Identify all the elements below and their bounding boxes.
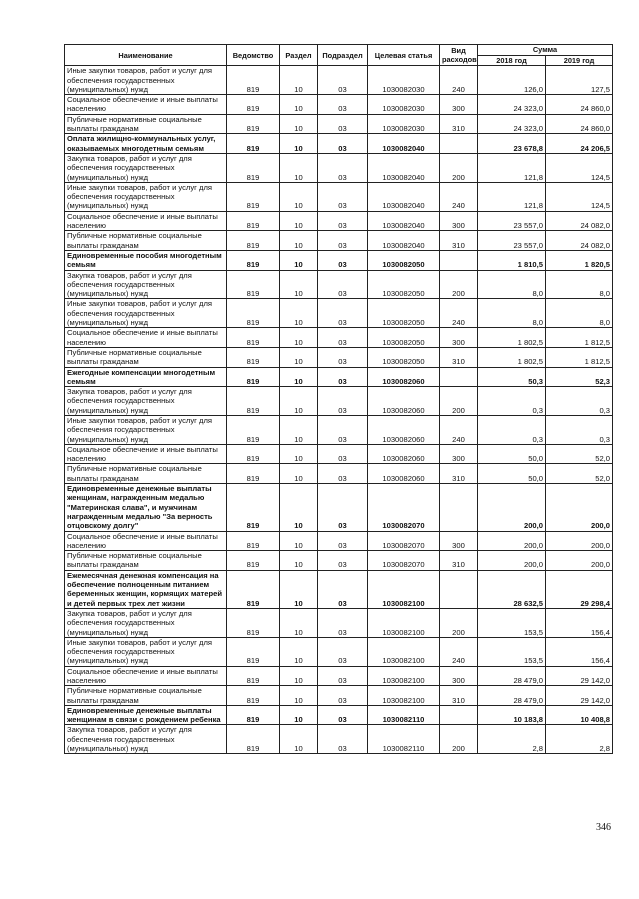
cell-sum-2018: 1 802,5 <box>478 347 546 367</box>
cell-podrazdel: 03 <box>318 114 368 134</box>
cell-target: 1030082100 <box>368 637 440 666</box>
cell-podrazdel: 03 <box>318 299 368 328</box>
cell-vid: 240 <box>440 182 478 211</box>
cell-sum-2018: 28 632,5 <box>478 570 546 608</box>
table-row <box>65 608 613 637</box>
cell-vid: 200 <box>440 270 478 299</box>
cell-name: Закупка товаров, работ и услуг для обеспечения государственных (муниципальных) нужд <box>65 270 227 299</box>
cell-podrazdel: 03 <box>318 531 368 551</box>
cell-name: Публичные нормативные социальные выплаты гражданам <box>65 114 227 134</box>
cell-razdel: 10 <box>280 211 318 231</box>
table-row <box>65 464 613 484</box>
cell-target: 1030082070 <box>368 551 440 571</box>
cell-podrazdel: 03 <box>318 570 368 608</box>
cell-sum-2018: 24 323,0 <box>478 114 546 134</box>
cell-vedomstvo: 819 <box>227 134 280 154</box>
cell-name: Закупка товаров, работ и услуг для обеспечения государственных (муниципальных) нужд <box>65 608 227 637</box>
budget-table <box>64 44 613 754</box>
cell-target: 1030082110 <box>368 705 440 725</box>
cell-name: Закупка товаров, работ и услуг для обеспечения государственных (муниципальных) нужд <box>65 387 227 416</box>
cell-razdel: 10 <box>280 114 318 134</box>
cell-sum-2018: 50,0 <box>478 464 546 484</box>
cell-vedomstvo: 819 <box>227 270 280 299</box>
cell-sum-2018: 8,0 <box>478 299 546 328</box>
cell-vedomstvo: 819 <box>227 367 280 387</box>
cell-vedomstvo: 819 <box>227 637 280 666</box>
cell-vid: 240 <box>440 637 478 666</box>
table-row <box>65 444 613 464</box>
cell-vedomstvo: 819 <box>227 153 280 182</box>
cell-sum-2019: 8,0 <box>546 270 613 299</box>
cell-name: Закупка товаров, работ и услуг для обеспечения государственных (муниципальных) нужд <box>65 725 227 754</box>
cell-sum-2019: 1 812,5 <box>546 328 613 348</box>
cell-vid: 300 <box>440 95 478 115</box>
cell-vedomstvo: 819 <box>227 250 280 270</box>
cell-vedomstvo: 819 <box>227 347 280 367</box>
cell-sum-2018: 126,0 <box>478 66 546 95</box>
cell-sum-2018: 2,8 <box>478 725 546 754</box>
cell-sum-2019: 1 812,5 <box>546 347 613 367</box>
cell-sum-2018: 50,3 <box>478 367 546 387</box>
cell-sum-2018: 50,0 <box>478 444 546 464</box>
cell-razdel: 10 <box>280 66 318 95</box>
cell-podrazdel: 03 <box>318 182 368 211</box>
cell-sum-2018: 1 802,5 <box>478 328 546 348</box>
cell-name: Социальное обеспечение и иные выплаты населению <box>65 328 227 348</box>
cell-vedomstvo: 819 <box>227 570 280 608</box>
cell-sum-2018: 153,5 <box>478 637 546 666</box>
cell-vid: 300 <box>440 328 478 348</box>
cell-razdel: 10 <box>280 347 318 367</box>
cell-target: 1030082070 <box>368 531 440 551</box>
cell-podrazdel: 03 <box>318 387 368 416</box>
cell-sum-2018: 0,3 <box>478 415 546 444</box>
cell-razdel: 10 <box>280 95 318 115</box>
cell-sum-2019: 24 206,5 <box>546 134 613 154</box>
cell-vid: 200 <box>440 725 478 754</box>
table-row <box>65 666 613 686</box>
cell-vid: 310 <box>440 464 478 484</box>
table-row <box>65 182 613 211</box>
cell-sum-2018: 10 183,8 <box>478 705 546 725</box>
cell-razdel: 10 <box>280 666 318 686</box>
cell-vid: 310 <box>440 686 478 706</box>
cell-vedomstvo: 819 <box>227 95 280 115</box>
table-row <box>65 211 613 231</box>
cell-vid <box>440 484 478 531</box>
cell-vid: 310 <box>440 231 478 251</box>
cell-vedomstvo: 819 <box>227 464 280 484</box>
cell-target: 1030082100 <box>368 686 440 706</box>
cell-sum-2019: 200,0 <box>546 531 613 551</box>
cell-sum-2019: 24 082,0 <box>546 211 613 231</box>
cell-vid: 310 <box>440 551 478 571</box>
cell-target: 1030082040 <box>368 231 440 251</box>
cell-razdel: 10 <box>280 415 318 444</box>
header-target: Целевая статья <box>368 45 440 66</box>
cell-podrazdel: 03 <box>318 211 368 231</box>
cell-razdel: 10 <box>280 464 318 484</box>
header-year-2018: 2018 год <box>478 56 546 66</box>
cell-razdel: 10 <box>280 637 318 666</box>
cell-podrazdel: 03 <box>318 270 368 299</box>
cell-sum-2018: 200,0 <box>478 551 546 571</box>
cell-vid: 310 <box>440 347 478 367</box>
cell-vedomstvo: 819 <box>227 66 280 95</box>
header-summa: Сумма <box>478 45 613 56</box>
cell-vid: 300 <box>440 211 478 231</box>
table-row <box>65 705 613 725</box>
cell-sum-2019: 29 298,4 <box>546 570 613 608</box>
cell-podrazdel: 03 <box>318 153 368 182</box>
cell-sum-2018: 28 479,0 <box>478 666 546 686</box>
cell-podrazdel: 03 <box>318 415 368 444</box>
cell-sum-2018: 23 678,8 <box>478 134 546 154</box>
cell-podrazdel: 03 <box>318 250 368 270</box>
cell-podrazdel: 03 <box>318 347 368 367</box>
cell-sum-2019: 200,0 <box>546 484 613 531</box>
cell-vid <box>440 134 478 154</box>
cell-target: 1030082040 <box>368 134 440 154</box>
header-name: Наименование <box>65 45 227 66</box>
cell-name: Публичные нормативные социальные выплаты гражданам <box>65 231 227 251</box>
cell-target: 1030082060 <box>368 464 440 484</box>
cell-name: Иные закупки товаров, работ и услуг для обеспечения государственных (муниципальных) нужд <box>65 415 227 444</box>
cell-vid <box>440 570 478 608</box>
cell-target: 1030082100 <box>368 608 440 637</box>
cell-vid <box>440 705 478 725</box>
header-podrazdel: Подраздел <box>318 45 368 66</box>
cell-vid: 240 <box>440 66 478 95</box>
cell-sum-2019: 24 860,0 <box>546 95 613 115</box>
cell-vid: 310 <box>440 114 478 134</box>
cell-razdel: 10 <box>280 686 318 706</box>
cell-name: Оплата жилищно-коммунальных услуг, оказываемых многодетным семьям <box>65 134 227 154</box>
cell-sum-2019: 200,0 <box>546 551 613 571</box>
cell-target: 1030082060 <box>368 444 440 464</box>
cell-name: Ежемесячная денежная компенсация на обеспечение полноценным питанием беременных женщин, кормящих матерей и детей первых трех лет жизни <box>65 570 227 608</box>
cell-podrazdel: 03 <box>318 464 368 484</box>
cell-target: 1030082050 <box>368 270 440 299</box>
cell-target: 1030082070 <box>368 484 440 531</box>
cell-target: 1030082100 <box>368 666 440 686</box>
cell-podrazdel: 03 <box>318 328 368 348</box>
table-row <box>65 328 613 348</box>
cell-name: Закупка товаров, работ и услуг для обеспечения государственных (муниципальных) нужд <box>65 153 227 182</box>
cell-razdel: 10 <box>280 725 318 754</box>
cell-target: 1030082060 <box>368 387 440 416</box>
table-body <box>65 66 613 754</box>
cell-sum-2019: 52,0 <box>546 464 613 484</box>
cell-sum-2019: 24 860,0 <box>546 114 613 134</box>
cell-vedomstvo: 819 <box>227 686 280 706</box>
cell-sum-2019: 24 082,0 <box>546 231 613 251</box>
cell-sum-2018: 200,0 <box>478 531 546 551</box>
cell-sum-2018: 153,5 <box>478 608 546 637</box>
cell-razdel: 10 <box>280 231 318 251</box>
cell-sum-2019: 156,4 <box>546 637 613 666</box>
cell-name: Социальное обеспечение и иные выплаты населению <box>65 531 227 551</box>
cell-podrazdel: 03 <box>318 686 368 706</box>
table-row <box>65 347 613 367</box>
table-row <box>65 153 613 182</box>
cell-name: Единовременные пособия многодетным семьям <box>65 250 227 270</box>
cell-sum-2019: 8,0 <box>546 299 613 328</box>
table-row <box>65 367 613 387</box>
cell-razdel: 10 <box>280 134 318 154</box>
cell-target: 1030082040 <box>368 211 440 231</box>
cell-target: 1030082100 <box>368 570 440 608</box>
header-vedomstvo: Ведомство <box>227 45 280 66</box>
cell-vid: 300 <box>440 666 478 686</box>
cell-name: Иные закупки товаров, работ и услуг для обеспечения государственных (муниципальных) нужд <box>65 637 227 666</box>
cell-name: Социальное обеспечение и иные выплаты населению <box>65 211 227 231</box>
page-number: 346 <box>596 822 611 833</box>
cell-podrazdel: 03 <box>318 551 368 571</box>
cell-podrazdel: 03 <box>318 444 368 464</box>
cell-sum-2019: 124,5 <box>546 182 613 211</box>
cell-sum-2019: 156,4 <box>546 608 613 637</box>
table-row <box>65 637 613 666</box>
cell-podrazdel: 03 <box>318 705 368 725</box>
cell-sum-2019: 0,3 <box>546 415 613 444</box>
header-razdel: Раздел <box>280 45 318 66</box>
table-row <box>65 231 613 251</box>
cell-target: 1030082040 <box>368 182 440 211</box>
cell-podrazdel: 03 <box>318 725 368 754</box>
cell-vid: 200 <box>440 153 478 182</box>
table-row <box>65 725 613 754</box>
cell-podrazdel: 03 <box>318 608 368 637</box>
cell-name: Иные закупки товаров, работ и услуг для обеспечения государственных (муниципальных) нужд <box>65 66 227 95</box>
cell-sum-2018: 121,8 <box>478 153 546 182</box>
cell-name: Социальное обеспечение и иные выплаты населению <box>65 666 227 686</box>
cell-razdel: 10 <box>280 299 318 328</box>
cell-sum-2019: 127,5 <box>546 66 613 95</box>
cell-vedomstvo: 819 <box>227 666 280 686</box>
table-row <box>65 250 613 270</box>
cell-razdel: 10 <box>280 551 318 571</box>
cell-razdel: 10 <box>280 328 318 348</box>
cell-razdel: 10 <box>280 570 318 608</box>
cell-target: 1030082050 <box>368 299 440 328</box>
cell-podrazdel: 03 <box>318 134 368 154</box>
cell-name: Публичные нормативные социальные выплаты гражданам <box>65 464 227 484</box>
budget-table-container <box>64 44 612 754</box>
cell-target: 1030082040 <box>368 153 440 182</box>
cell-razdel: 10 <box>280 182 318 211</box>
cell-vedomstvo: 819 <box>227 328 280 348</box>
cell-sum-2018: 24 323,0 <box>478 95 546 115</box>
cell-podrazdel: 03 <box>318 637 368 666</box>
cell-vid: 300 <box>440 531 478 551</box>
cell-sum-2019: 52,0 <box>546 444 613 464</box>
cell-vedomstvo: 819 <box>227 551 280 571</box>
cell-name: Социальное обеспечение и иные выплаты населению <box>65 444 227 464</box>
cell-vedomstvo: 819 <box>227 705 280 725</box>
cell-target: 1030082030 <box>368 95 440 115</box>
cell-sum-2018: 1 810,5 <box>478 250 546 270</box>
cell-target: 1030082050 <box>368 250 440 270</box>
cell-vid: 200 <box>440 608 478 637</box>
cell-razdel: 10 <box>280 484 318 531</box>
cell-vid: 240 <box>440 415 478 444</box>
cell-vedomstvo: 819 <box>227 415 280 444</box>
cell-podrazdel: 03 <box>318 367 368 387</box>
cell-name: Публичные нормативные социальные выплаты гражданам <box>65 551 227 571</box>
cell-sum-2018: 23 557,0 <box>478 211 546 231</box>
cell-target: 1030082050 <box>368 347 440 367</box>
cell-vedomstvo: 819 <box>227 608 280 637</box>
cell-target: 1030082060 <box>368 415 440 444</box>
cell-target: 1030082110 <box>368 725 440 754</box>
cell-razdel: 10 <box>280 250 318 270</box>
table-row <box>65 387 613 416</box>
cell-vid <box>440 367 478 387</box>
table-row <box>65 415 613 444</box>
cell-sum-2019: 2,8 <box>546 725 613 754</box>
cell-vedomstvo: 819 <box>227 444 280 464</box>
cell-sum-2019: 0,3 <box>546 387 613 416</box>
cell-vedomstvo: 819 <box>227 211 280 231</box>
cell-vedomstvo: 819 <box>227 231 280 251</box>
cell-razdel: 10 <box>280 531 318 551</box>
table-row <box>65 95 613 115</box>
cell-razdel: 10 <box>280 444 318 464</box>
cell-name: Единовременные денежные выплаты женщинам в связи с рождением ребенка <box>65 705 227 725</box>
cell-vedomstvo: 819 <box>227 182 280 211</box>
cell-name: Иные закупки товаров, работ и услуг для обеспечения государственных (муниципальных) нужд <box>65 299 227 328</box>
cell-vedomstvo: 819 <box>227 484 280 531</box>
cell-vid: 240 <box>440 299 478 328</box>
cell-sum-2018: 28 479,0 <box>478 686 546 706</box>
cell-sum-2019: 1 820,5 <box>546 250 613 270</box>
header-year-2019: 2019 год <box>546 56 613 66</box>
cell-vedomstvo: 819 <box>227 531 280 551</box>
cell-name: Иные закупки товаров, работ и услуг для обеспечения государственных (муниципальных) нужд <box>65 182 227 211</box>
cell-vedomstvo: 819 <box>227 299 280 328</box>
cell-vid: 300 <box>440 444 478 464</box>
cell-target: 1030082050 <box>368 328 440 348</box>
cell-vid <box>440 250 478 270</box>
cell-razdel: 10 <box>280 387 318 416</box>
cell-sum-2019: 52,3 <box>546 367 613 387</box>
cell-podrazdel: 03 <box>318 95 368 115</box>
table-row <box>65 686 613 706</box>
table-row <box>65 134 613 154</box>
cell-sum-2018: 121,8 <box>478 182 546 211</box>
cell-razdel: 10 <box>280 705 318 725</box>
cell-razdel: 10 <box>280 367 318 387</box>
cell-sum-2018: 8,0 <box>478 270 546 299</box>
table-row <box>65 551 613 571</box>
cell-podrazdel: 03 <box>318 231 368 251</box>
cell-razdel: 10 <box>280 608 318 637</box>
cell-target: 1030082060 <box>368 367 440 387</box>
cell-name: Единовременные денежные выплаты женщинам, награжденным медалью "Материнская слава", и мужчинам награжденным медалью "За верность отцовскому долгу" <box>65 484 227 531</box>
cell-podrazdel: 03 <box>318 66 368 95</box>
cell-name: Публичные нормативные социальные выплаты гражданам <box>65 347 227 367</box>
cell-sum-2019: 124,5 <box>546 153 613 182</box>
table-row <box>65 299 613 328</box>
table-row <box>65 484 613 531</box>
cell-target: 1030082030 <box>368 66 440 95</box>
table-row <box>65 114 613 134</box>
cell-target: 1030082030 <box>368 114 440 134</box>
table-row <box>65 570 613 608</box>
table-header <box>65 45 613 66</box>
table-row <box>65 270 613 299</box>
cell-name: Ежегодные компенсации многодетным семьям <box>65 367 227 387</box>
cell-vid: 200 <box>440 387 478 416</box>
cell-razdel: 10 <box>280 153 318 182</box>
cell-sum-2019: 10 408,8 <box>546 705 613 725</box>
cell-vedomstvo: 819 <box>227 387 280 416</box>
cell-vedomstvo: 819 <box>227 725 280 754</box>
cell-name: Публичные нормативные социальные выплаты гражданам <box>65 686 227 706</box>
cell-sum-2018: 0,3 <box>478 387 546 416</box>
cell-podrazdel: 03 <box>318 484 368 531</box>
cell-sum-2018: 23 557,0 <box>478 231 546 251</box>
cell-sum-2018: 200,0 <box>478 484 546 531</box>
cell-razdel: 10 <box>280 270 318 299</box>
header-vid: Вид расходов <box>440 45 478 66</box>
cell-vedomstvo: 819 <box>227 114 280 134</box>
cell-podrazdel: 03 <box>318 666 368 686</box>
cell-sum-2019: 29 142,0 <box>546 666 613 686</box>
table-row <box>65 66 613 95</box>
table-row <box>65 531 613 551</box>
cell-name: Социальное обеспечение и иные выплаты населению <box>65 95 227 115</box>
cell-sum-2019: 29 142,0 <box>546 686 613 706</box>
